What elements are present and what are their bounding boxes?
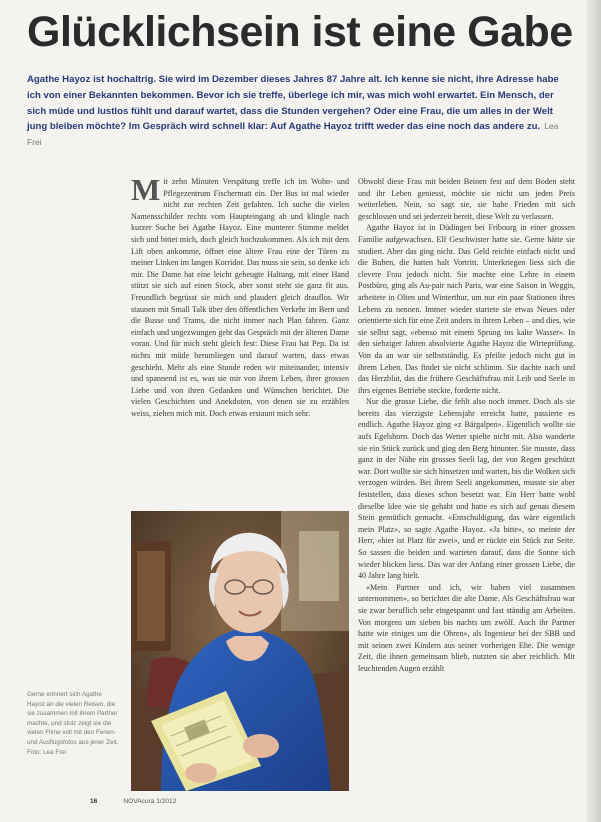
portrait-photo xyxy=(131,511,349,791)
body-column-2 xyxy=(358,176,575,806)
drop-cap: M xyxy=(131,176,161,207)
page-number: 16 xyxy=(90,798,98,805)
author-name: Lea Frei xyxy=(27,121,559,148)
body-column-1 xyxy=(131,176,349,506)
body-paragraph: Obwohl diese Frau mit beiden Beinen fest auf dem Boden steht und ihr Leben geniesst, möchte sie nicht um jeden Preis weiterleben. Nein, so sagt sie, sie habe Frieden mit sich geschlossen und sei jederzeit bereit, diese Welt zu verlassen. xyxy=(358,177,575,221)
article-lead xyxy=(27,72,572,151)
article-headline: Glücklichsein ist eine Gabe xyxy=(27,8,573,56)
body-paragraph: «Mein Partner und ich, wir haben viel zusammen unternommen», so berichtet die alte Dame. Als Geschäftsfrau war sie zwar beruflich sehr eingespannt und fast ständig am Arbeiten. Von morgens um sieben bis nachts um zwölf. Auch ihr Partner hatte wie einiges um die Ohren», als Ingenieur bei der SBB und mit seinen zwei Kindern aus seiner vorherigen Ehe. Die wenige Zeit, die ihnen gemeinsam blieb, nutzten sie aber reichlich. Mit leuchtenden Augen erzählt xyxy=(358,582,575,673)
page-spine-shadow xyxy=(587,0,601,822)
body-text: it zehn Minuten Verspätung treffe ich im Wohn- und Pflegezentrum Fischermatt ein. Der Bus ist mal wieder nicht zur rechten Zeit gefahren. Ich suche die vielen Namensschilder rechts vom Haupteingang ab und klingle nach kurzer Suche bei Agathe Hayoz. Eine munterer Stimme meldet sich und bittet mich, doch gleich hochzukommen. Als ich mit dem Lift oben ankomme, öffnet eine ältere Frau eine der Türen zu meiner Linken im langen Korridor. Das muss sie sein, so denke ich mir. Die Dame hat eine leicht gebeugte Haltung, mit einer Hand stützt sie sich auf einen Stock, aber sonst steht sie ganz fit aus. Freundlich begrüsst sie mich und plaudert gleich drauflos. Wir staunen mit Small Talk über den öffentlichen Verkehr im Bern und die Busse und Trams, die nicht immer nach Plan fahren. Ganz einfach und ungezwungen geht das Gespräch mit der älteren Dame voran. Und für mich steht gleich fest: Diese Frau hat Pep. Da ist nichts mit müde herumliegen und darauf warten, dass etwas geschieht. Mehr als eine Stunde reden wir miteinander, intensiv und spannend ist es, was sie mir von ihrem Leben, ihrer grossen Liebe und von ihren Gedanken und Wünschen berichtet. Die vielen Geschichten und Anekdoten, von denen sie zu erzählen weiss, ziehen mich mit. Doch etwas erstaunt mich sehr. xyxy=(131,177,349,418)
magazine-name: NOVAcura 1/2012 xyxy=(123,798,177,805)
portrait-illustration xyxy=(131,511,349,791)
lead-text: Agathe Hayoz ist hochaltrig. Sie wird im Dezember dieses Jahres 87 Jahre alt. Ich kenne sie nicht, ihre Adresse habe ich von einer Bekannten bekommen. Bevor ich sie treffe, überlege ich mir, was mich wohl erwartet. Ein Mensch, der sich müde und lustlos fühlt und darauf wartet, dass die Stunden vergehen? Oder eine Frau, die um alles in der Welt jung bleiben möchte? Im Gespräch wird schnell klar: Auf Agathe Hayoz trifft weder das eine noch das andere zu. xyxy=(27,74,559,133)
body-paragraph: Nur die grosse Liebe, die fehlt also noch immer. Doch als sie bereits das vierzigste Lebensjahr erreicht hatte, passierte es endlich. Agathe Hayoz ging «z Bärgalpen». Eigentlich wollte sie aufs Egelshorn. Doch das Wetter spielte nicht mit. Also wanderte sie ein Stück zurück und ging den Berg hinunter. Sie musste, dass ganz in der Nähe ein grosses Seeli lag, der von Regen geschützt war. Dort wollte sie sich hinsetzen und warten, bis die Wolken sich verzogen würden. Bei ihrem Seeli angekommen, musste sie aber feststellen, dass dieses schon besetzt war. Ein Herr hatte wohl dieselbe Idee wie sie gehabt und hatte es sich auf genau diesem Stein gemütlich gemacht. «Entschuldigung, das wäre eigentlich mein Platz», so sagte Agathe Hayoz. «Ja bitte», so meinte der Herr, «hier ist Platz für zwei», und er rückte ein Stück zur Seite. So sassen die beiden und warteten darauf, dass die Sonne sich wieder blicken liess. Das war der Anfang einer grossen Liebe, die 40 Jahre lang hielt. xyxy=(358,397,575,581)
page-footer xyxy=(90,798,176,805)
body-paragraph: Agathe Hayoz ist in Düdingen bei Fribourg in einer grossen Familie aufgewachsen. Elf Geschwister hatte sie. Gerne hätte sie studiert. Aber das ging nicht. Das Geld reichte einfach nicht und die Buben, die hatten halt Vortritt. Unterkriegen liess sich die clevere Frau jedoch nicht. Sie machte eine Lehre in einem Postbüro, ging als Au-pair nach Paris, war eine Saison in Weggis, arbeitete in Olten und Winterthur, um nur ein paar Stationen ihres Lebens zu nennen. Immer wieder startete sie etwas Neues oder orientierte sich für eine Zeit anders in ihrem Leben – und dies, wie sie selbst sagt, «ebenso mit einem Sprung ins kalte Wasser». In den siebziger Jahren absolvierte Agathe Hayoz die Wirteprüfung. Von da an war sie selbstständig. Es pfeilte jedoch nicht gut in ihrem Leben. Das findet sie nicht schlimm. Sie dachte nach und das Herzblut, das die frühere Geschäftsfrau mit Leib und Seele in ihrs eigenes Betriebe steckte, forderte nicht. xyxy=(358,223,575,395)
body-paragraph xyxy=(131,176,349,419)
caption-text: Gerne erinnert sich Agathe Hayoz an die vielen Reisen, die sie zusammen mit ihrem Partner machte, und stolz zeigt sie die vielen Filme voll mit den Ferien- und Ausflugsfotos aus jener Zeit. xyxy=(27,691,119,746)
photo-caption xyxy=(27,690,121,757)
photo-credit: Foto: Lea Frei xyxy=(27,748,67,756)
